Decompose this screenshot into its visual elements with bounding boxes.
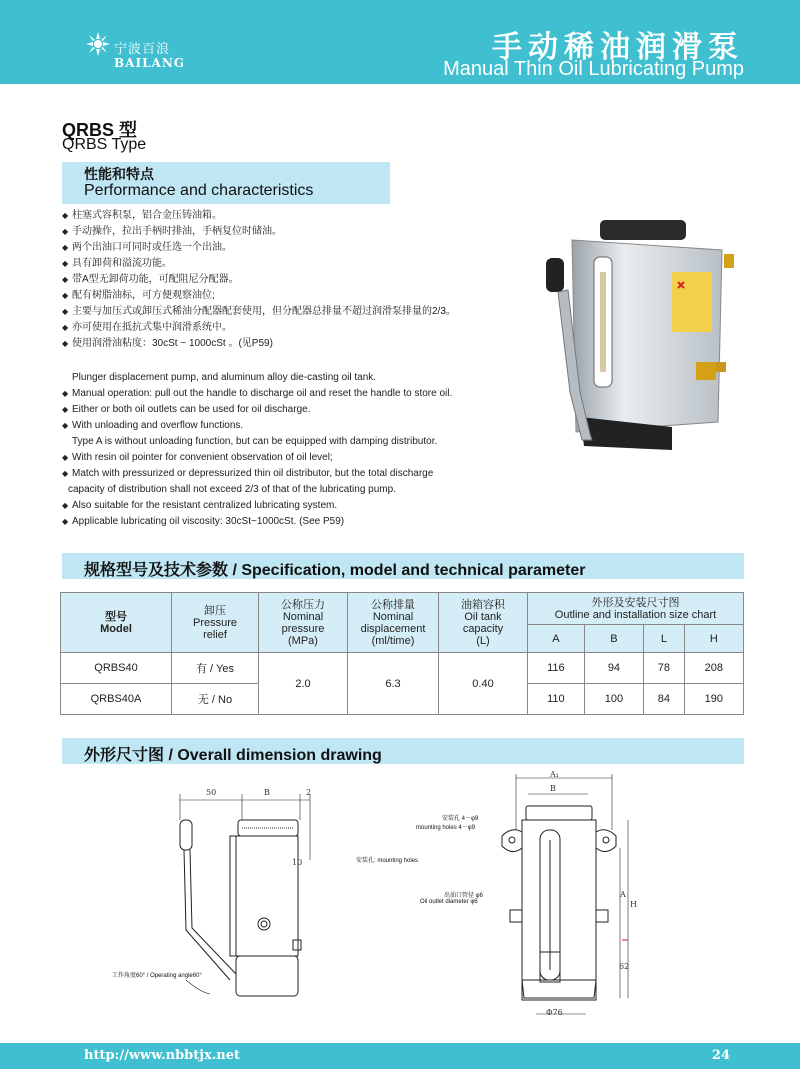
- section-performance: [62, 162, 390, 204]
- dim-2: 2: [306, 788, 312, 797]
- model-title-en: QRBS Type: [62, 136, 147, 153]
- table-row: QRBS40 有 / Yes 2.0 6.3 0.40 116 94 78 208: [61, 653, 744, 684]
- page-header: [0, 0, 800, 84]
- product-photo: [532, 212, 744, 462]
- header-displacement: 公称排量 Nominal displacement (ml/time): [348, 593, 439, 653]
- list-item: ◆ 配有树脂油标，可方便观察油位;: [62, 290, 215, 301]
- section-drawing: [62, 738, 744, 764]
- brand-name-cn: 宁波百浪: [114, 41, 171, 56]
- dim-b: B: [264, 788, 270, 797]
- bailang-logo-icon: [84, 30, 112, 58]
- list-item: ◆ 带A型无卸荷功能，可配阻尼分配器。: [62, 274, 239, 285]
- list-item: Plunger displacement pump, and aluminum alloy die-casting oil tank.: [72, 372, 377, 383]
- header-model: 型号 Model: [61, 593, 172, 653]
- front-view-drawing: [496, 770, 640, 1020]
- dim-h: H: [630, 900, 637, 909]
- operating-angle-label: 工作角度60° / Operating angle60°: [112, 973, 202, 979]
- section-spec: [62, 553, 744, 579]
- brand-name-en: BAILANG: [114, 56, 186, 70]
- list-item: ◆ 亦可使用在抵抗式集中润滑系统中。: [62, 322, 232, 333]
- dim-a1: A₁: [550, 770, 559, 779]
- list-item: ◆ With resin oil pointer for convenient observation of oil level;: [62, 452, 333, 463]
- header-b: B: [584, 625, 643, 653]
- mount-holes-label-en: mounting holes 4－φ9: [416, 825, 475, 831]
- list-item: Type A is without unloading function, but can be equipped with damping distributor.: [72, 436, 438, 447]
- header-l: L: [644, 625, 685, 653]
- dim-a-front: A: [620, 890, 626, 899]
- website-url: http://www.nbbtjx.net: [84, 1048, 240, 1063]
- dim-76: Φ76: [546, 1008, 563, 1017]
- mount-holes-label-cn: 安装孔 4－φ9: [442, 816, 479, 822]
- list-item: ◆ With unloading and overflow functions.: [62, 420, 244, 431]
- section-title: 外形尺寸图 / Overall dimension drawing: [84, 747, 382, 764]
- feature-list-en: [62, 370, 452, 530]
- dim-b-front: B: [550, 784, 556, 793]
- list-item: ◆ 两个出油口可同时或任选一个出油。: [62, 242, 232, 253]
- spec-table: [60, 592, 744, 715]
- list-item: ◆ Match with pressurized or depressurized thin oil distributor, but the total discharge: [62, 468, 434, 479]
- section-title: 规格型号及技术参数 / Specification, model and technical parameter: [84, 562, 586, 579]
- list-item: ◆ Also suitable for the resistant centralized lubricating system.: [62, 500, 338, 511]
- model-title-cn: QRBS 型: [62, 120, 138, 140]
- header-tank-capacity: 油箱容积 Oil tank capacity (L): [439, 593, 528, 653]
- list-item: ◆ Applicable lubricating oil viscosity: 30cSt~1000cSt. (See P59): [62, 516, 345, 527]
- header-outline: 外形及安装尺寸图 Outline and installation size chart: [528, 593, 744, 625]
- page-title-en: Manual Thin Oil Lubricating Pump: [443, 58, 744, 80]
- dim-10: 10: [292, 858, 303, 867]
- dim-62: 62: [619, 962, 630, 971]
- list-item: ◆ Either or both oil outlets can be used for oil discharge.: [62, 404, 311, 415]
- list-item: ◆ 主要与加压式或卸压式稀油分配器配套使用，但分配器总排量不超过润滑泵排量的2/3。: [62, 306, 456, 317]
- list-item: capacity of distribution shall not exceed 2/3 of that of the lubricating pump.: [68, 484, 396, 495]
- page-footer: [0, 1043, 800, 1069]
- side-view-drawing: [150, 780, 330, 1020]
- list-item: ◆ 使用润滑油粘度：30cSt ~ 1000cSt 。(见P59): [62, 338, 273, 349]
- section-title-cn: 性能和特点: [84, 166, 154, 182]
- header-h: H: [684, 625, 743, 653]
- list-item: ◆ 手动操作，拉出手柄时排油，手柄复位时储油。: [62, 226, 282, 237]
- page-title-cn: 手动稀油润滑泵: [492, 31, 744, 64]
- table-row: QRBS40A 无 / No 110 100 84 190: [61, 684, 744, 715]
- outlet-label-cn: 出油口管径 φ6: [444, 893, 483, 899]
- list-item: ◆ 柱塞式容积泵，铝合金压铸油箱。: [62, 210, 222, 221]
- outlet-label-en: Oil outlet diameter φ6: [420, 899, 478, 905]
- feature-list-cn: [62, 208, 456, 352]
- list-item: ◆ 具有卸荷和溢流功能。: [62, 258, 172, 269]
- header-pressure-relief: 卸压 Pressure relief: [172, 593, 259, 653]
- list-item: ◆ Manual operation: pull out the handle to discharge oil and reset the handle to store oil.: [62, 388, 453, 399]
- page-number: 24: [711, 1048, 730, 1063]
- section-title-en: Performance and characteristics: [84, 182, 314, 199]
- dim-50: 50: [206, 788, 217, 797]
- header-nominal-pressure: 公称压力 Nominal pressure (MPa): [259, 593, 348, 653]
- header-a: A: [528, 625, 585, 653]
- mount-holes-label-2: 安装孔: mounting holes: [356, 858, 419, 864]
